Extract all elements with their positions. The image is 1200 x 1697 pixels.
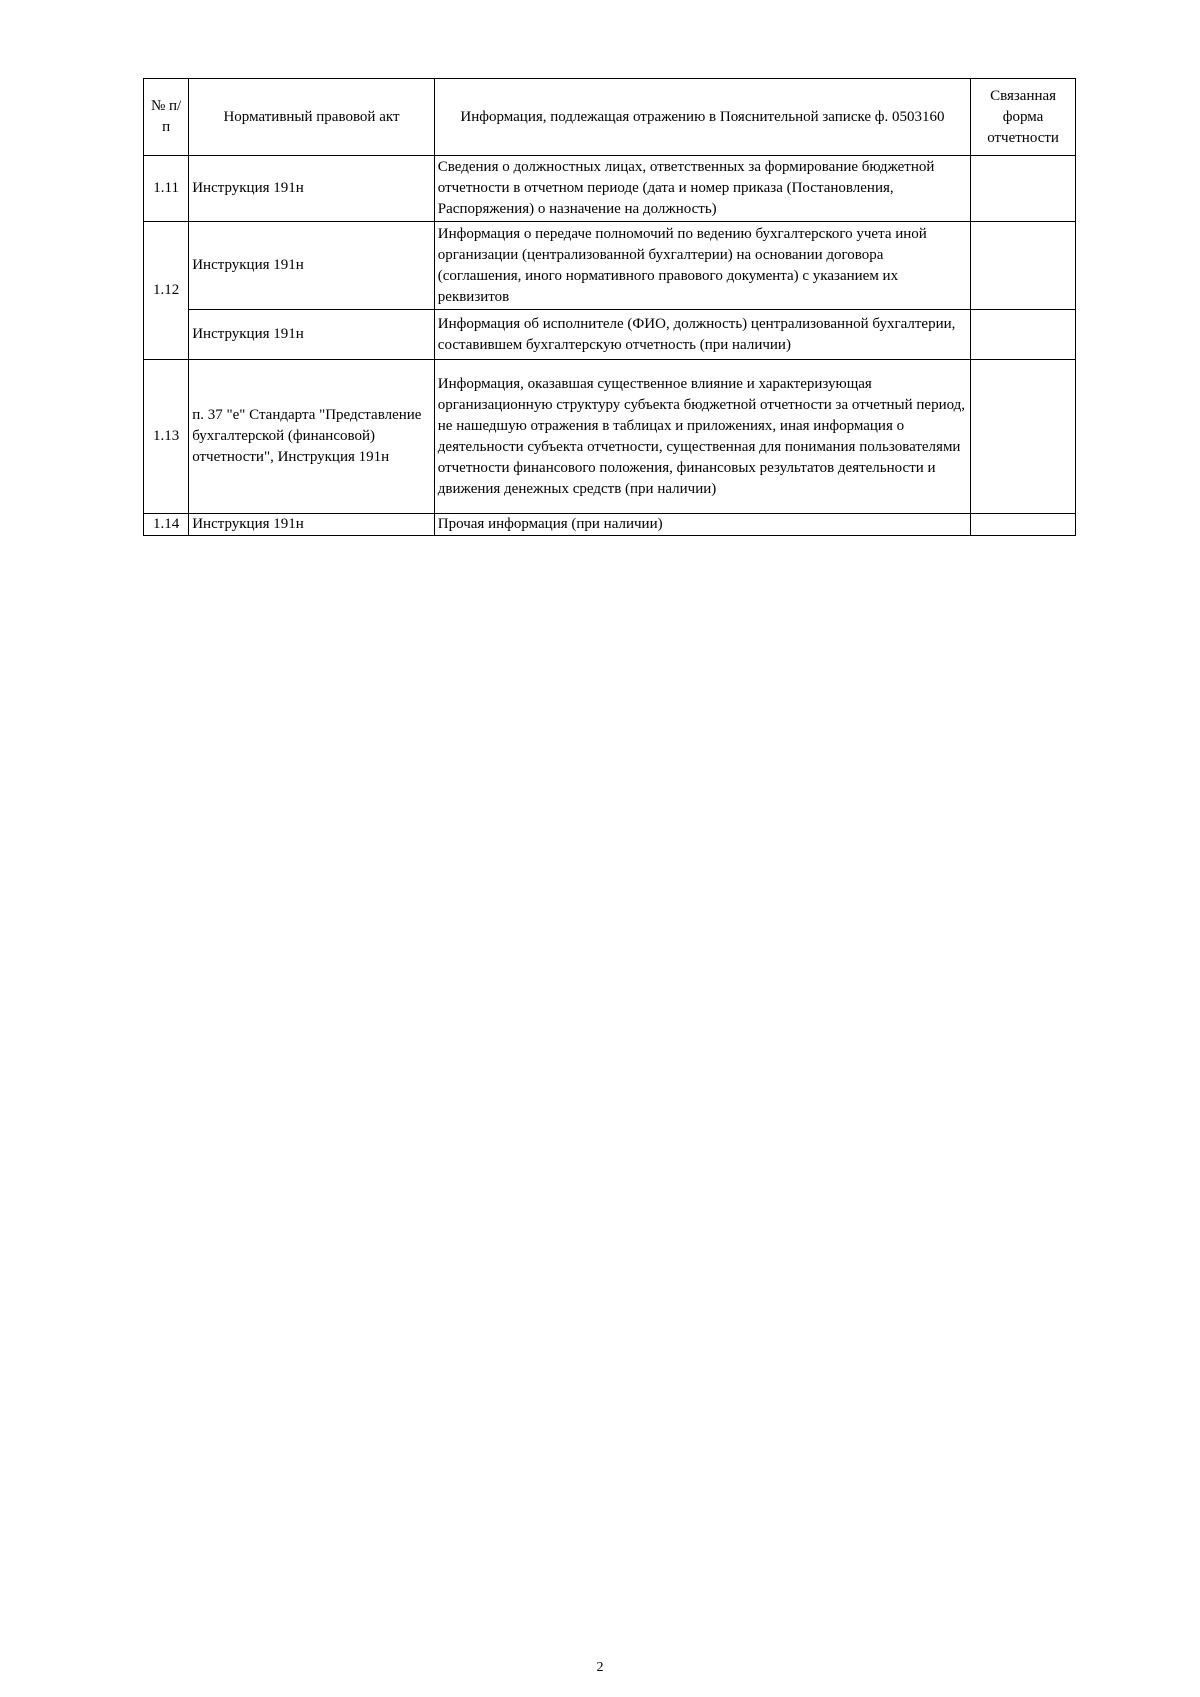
header-num: № п/п [144, 79, 189, 156]
table-row [144, 156, 1076, 222]
table-row [144, 310, 1076, 360]
row-act: Инструкция 191н [189, 156, 435, 222]
requirements-table [143, 78, 1076, 536]
row-form [971, 360, 1076, 514]
table-header-row [144, 79, 1076, 156]
row-info: Информация, оказавшая существенное влияние и характеризующая организационную структуру субъекта бюджетной отчетности за отчетный период, не нашедшую отражения в таблицах и приложениях, иная информация о деятельности субъекта отчетности, существенная для понимания пользователями отчетности финансового положения, финансовых результатов деятельности и движения денежных средств (при наличии) [434, 360, 970, 514]
row-form [971, 310, 1076, 360]
row-num: 1.11 [144, 156, 189, 222]
table-row [144, 222, 1076, 310]
row-act: Инструкция 191н [189, 310, 435, 360]
row-form [971, 222, 1076, 310]
row-info: Прочая информация (при наличии) [434, 514, 970, 536]
header-info: Информация, подлежащая отражению в Пояснительной записке ф. 0503160 [434, 79, 970, 156]
row-num: 1.12 [144, 222, 189, 360]
row-num: 1.13 [144, 360, 189, 514]
row-info: Сведения о должностных лицах, ответственных за формирование бюджетной отчетности в отчетном периоде (дата и номер приказа (Постановления, Распоряжения) о назначение на должность) [434, 156, 970, 222]
row-info: Информация об исполнителе (ФИО, должность) централизованной бухгалтерии, составившем бухгалтерскую отчетность (при наличии) [434, 310, 970, 360]
row-act: Инструкция 191н [189, 514, 435, 536]
row-num: 1.14 [144, 514, 189, 536]
header-form: Связанная форма отчетности [971, 79, 1076, 156]
page-number: 2 [596, 1660, 604, 1675]
row-form [971, 514, 1076, 536]
row-act: Инструкция 191н [189, 222, 435, 310]
row-info: Информация о передаче полномочий по ведению бухгалтерского учета иной организации (централизованной бухгалтерии) на основании договора (соглашения, иного нормативного правового документа) с указанием их реквизитов [434, 222, 970, 310]
table-row [144, 514, 1076, 536]
table-row [144, 360, 1076, 514]
header-act: Нормативный правовой акт [189, 79, 435, 156]
row-act: п. 37 "е" Стандарта "Представление бухгалтерской (финансовой) отчетности", Инструкция 191н [189, 360, 435, 514]
row-form [971, 156, 1076, 222]
